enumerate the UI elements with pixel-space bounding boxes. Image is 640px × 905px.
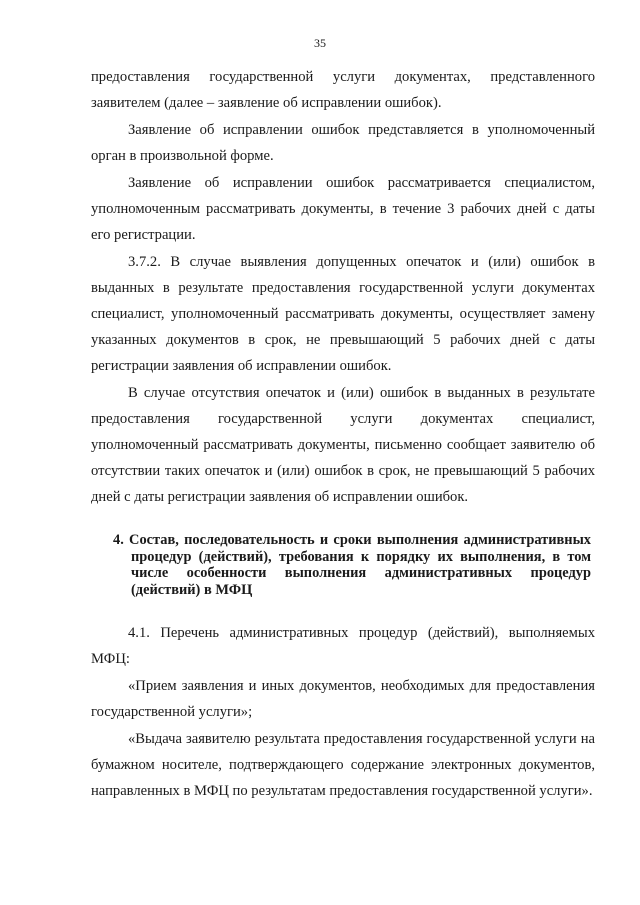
paragraph-continuation: предоставления государственной услуги документах, представленного заявителем (далее – заявление об исправлении ошибок). bbox=[91, 69, 595, 111]
paragraph-3-7-2: 3.7.2. В случае выявления допущенных опечаток и (или) ошибок в выданных в результате предоставления государственной услуги документах специалист, уполномоченный рассматривать документы, осуществляет замену указанных документов в срок, не превышающий 5 рабочих дней с даты регистрации заявления об исправлении ошибок. bbox=[91, 254, 595, 374]
paragraph-no-errors: В случае отсутствия опечаток и (или) ошибок в выданных в результате предоставления государственной услуги документах специалист, уполномоченный рассматривать документы, письменно сообщает заявителю об отсутствии таких опечаток и (или) ошибок в срок, не превышающий 5 рабочих дней с даты регистрации заявления об исправлении ошибок. bbox=[91, 385, 595, 505]
list-item-reception: «Прием заявления и иных документов, необходимых для предоставления государственной услуги»; bbox=[91, 678, 595, 720]
page-number: 35 bbox=[314, 36, 326, 50]
paragraph-review-term: Заявление об исправлении ошибок рассматривается специалистом, уполномоченным рассматривать документы, в течение 3 рабочих дней с даты его регистрации. bbox=[91, 175, 595, 243]
list-item-issuance: «Выдача заявителю результата предоставления государственной услуги на бумажном носителе, подтверждающего содержание электронных документов, направленных в МФЦ по результатам предоставления государственной услуги». bbox=[91, 731, 595, 799]
document-body bbox=[91, 64, 595, 805]
paragraph-error-correction-form: Заявление об исправлении ошибок представляется в уполномоченный орган в произвольной форме. bbox=[91, 122, 595, 164]
section-heading-4: 4. Состав, последовательность и сроки выполнения административных процедур (действий), требования к порядку их выполнения, в том числе особенности выполнения административных процедур (действий) в МФЦ bbox=[113, 532, 591, 598]
paragraph-4-1: 4.1. Перечень административных процедур (действий), выполняемых МФЦ: bbox=[91, 625, 595, 667]
